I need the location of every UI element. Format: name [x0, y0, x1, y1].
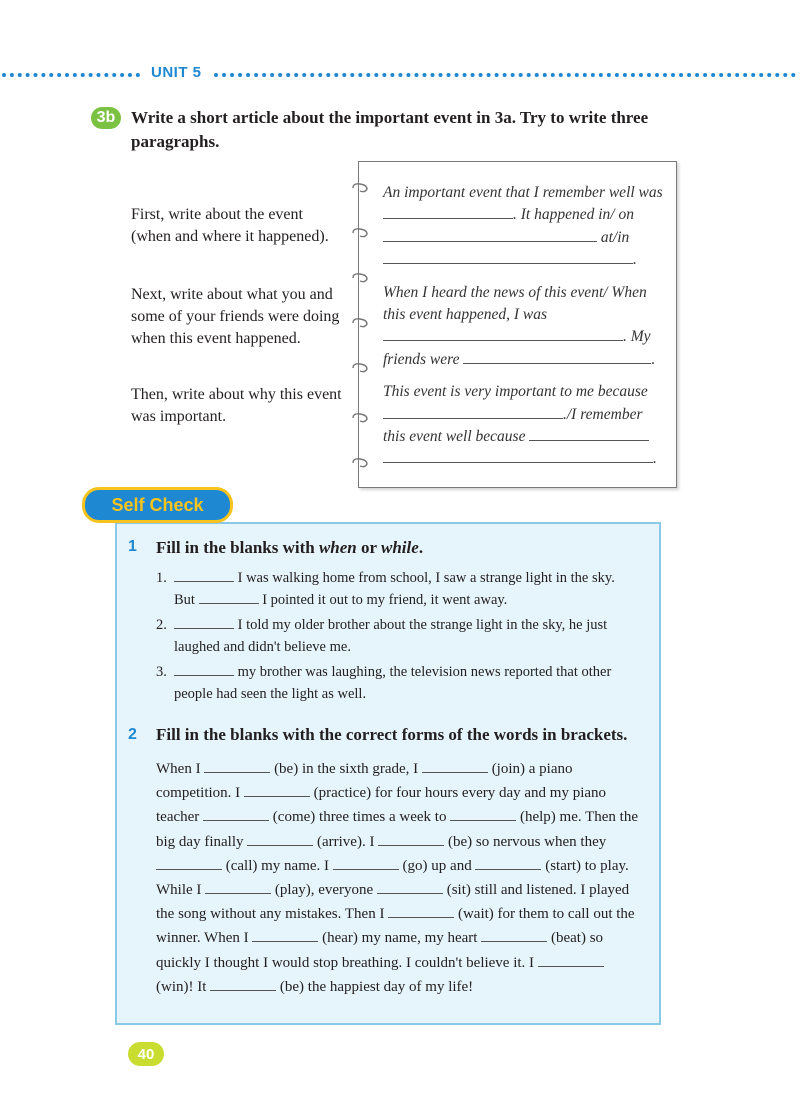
- paragraph-segment: (go) up and: [402, 857, 472, 874]
- task-badge-3b: 3b: [91, 107, 121, 129]
- spiral-ring-icon: [352, 227, 370, 239]
- unit-header: [0, 62, 800, 86]
- task-title-text: .: [418, 538, 424, 557]
- notepad-paragraph-1: An important event that I remember well was . It happened in/ on at/in .: [383, 184, 663, 269]
- paragraph-segment: (join) a piano competition. I: [156, 761, 573, 802]
- answer-blank[interactable]: [199, 589, 259, 604]
- notepad-paragraph-2: When I heard the news of this event/ When this event happened, I was . My friends were .: [383, 283, 656, 368]
- item-text: [174, 614, 634, 658]
- item-text-segment: I told my older brother about the strange light in the sky, he just laughed and didn't believe me.: [174, 617, 608, 655]
- answer-blank[interactable]: [463, 349, 651, 364]
- notepad-text: [383, 182, 668, 481]
- answer-blank[interactable]: [383, 204, 513, 219]
- paragraph-segment: (be) so nervous when they: [447, 833, 607, 850]
- answer-blank[interactable]: [203, 806, 269, 821]
- answer-blank[interactable]: [333, 855, 399, 870]
- spiral-ring-icon: [352, 272, 370, 284]
- spiral-ring-icon: [352, 317, 370, 329]
- notepad-text-segment: This event is very important to me because: [383, 383, 648, 401]
- dotted-rule-right: [214, 73, 796, 77]
- answer-blank[interactable]: [422, 758, 488, 773]
- paragraph-segment: (win)! It: [156, 978, 207, 995]
- answer-blank[interactable]: [174, 661, 234, 676]
- answer-blank[interactable]: [156, 855, 222, 870]
- task-2-title: Fill in the blanks with the correct forms of the words in brackets.: [156, 725, 628, 744]
- notepad-text-segment: . It happened in/ on: [513, 206, 634, 224]
- answer-blank[interactable]: [388, 903, 454, 918]
- paragraph-segment: (hear) my name, my heart: [322, 930, 478, 947]
- spiral-ring-icon: [352, 362, 370, 374]
- guide-step-then: Then, write about why this event was important.: [131, 386, 342, 425]
- task-number: 1: [128, 538, 137, 555]
- task-title-text: Fill in the blanks with: [156, 538, 319, 557]
- paragraph-segment: (be) the happiest day of my life!: [279, 978, 474, 995]
- answer-blank[interactable]: [210, 976, 276, 991]
- answer-blank[interactable]: [252, 927, 318, 942]
- item-text-segment: I was walking home from school, I saw a strange light in the sky.: [237, 570, 615, 586]
- item-number: 2.: [156, 617, 167, 633]
- guide-step-next: Next, write about what you and some of your friends were doing when this event happened.: [131, 286, 340, 347]
- paragraph-segment: (beat) so quickly I thought I would stop breathing. I couldn't believe it. I: [156, 930, 604, 971]
- paragraph-segment: (call) my name. I: [225, 857, 330, 874]
- item-text-segment: But: [174, 592, 195, 608]
- paragraph-segment: (come) three times a week to: [272, 809, 447, 826]
- item-number: 3.: [156, 664, 167, 680]
- self-check-badge: Self Check: [82, 487, 233, 523]
- task-title-text: or: [356, 538, 382, 557]
- answer-blank[interactable]: [247, 831, 313, 846]
- answer-blank[interactable]: [538, 952, 604, 967]
- keyword-while: while: [381, 538, 419, 557]
- answer-blank[interactable]: [174, 567, 234, 582]
- exercise-item: [156, 661, 646, 707]
- answer-blank[interactable]: [475, 855, 541, 870]
- notepad-text-segment: . My friends were: [383, 328, 651, 368]
- unit-label: UNIT 5: [151, 64, 202, 81]
- answer-blank[interactable]: [529, 426, 649, 441]
- spiral-ring-icon: [352, 457, 370, 469]
- paragraph-segment: (sit) still and listened. I played the song without any mistakes. Then I: [156, 882, 630, 923]
- paragraph-segment: (wait) for them to call out the winner. When I: [156, 906, 635, 947]
- writing-notepad: [358, 161, 677, 488]
- exercise-item: [156, 614, 646, 660]
- spiral-ring-icon: [352, 182, 370, 194]
- answer-blank[interactable]: [244, 782, 310, 797]
- answer-blank[interactable]: [383, 227, 597, 242]
- answer-blank[interactable]: [383, 404, 563, 419]
- paragraph-segment: (help) me. Then the big day finally: [156, 809, 638, 850]
- item-text-segment: I pointed it out to my friend, it went away.: [262, 592, 508, 608]
- notepad-text-segment: at/in: [600, 228, 630, 246]
- item-text: [174, 661, 634, 705]
- answer-blank[interactable]: [377, 879, 443, 894]
- answer-blank[interactable]: [383, 249, 633, 264]
- paragraph-segment: (practice) for four hours every day and my piano teacher: [156, 785, 607, 826]
- notepad-text-segment: When I heard the news of this event/ When this event happened, I was: [383, 283, 647, 324]
- answer-blank[interactable]: [204, 758, 270, 773]
- item-number: 1.: [156, 570, 167, 586]
- exercise-item: [156, 567, 646, 613]
- answer-blank[interactable]: [383, 448, 653, 463]
- paragraph-segment: (start) to play. While I: [156, 857, 629, 899]
- task-1-title: [156, 537, 636, 559]
- notepad-text-segment: An important event that I remember well was: [383, 184, 663, 201]
- task-3b-instruction: Write a short article about the important event in 3a. Try to write three paragraphs.: [131, 108, 649, 151]
- answer-blank[interactable]: [205, 879, 271, 894]
- paragraph-segment: (arrive). I: [316, 833, 375, 850]
- task-number: 2: [128, 726, 137, 743]
- answer-blank[interactable]: [174, 614, 234, 629]
- answer-blank[interactable]: [450, 806, 516, 821]
- answer-blank[interactable]: [383, 326, 623, 341]
- paragraph-segment: (be) in the sixth grade, I: [274, 761, 419, 777]
- spiral-ring-icon: [352, 412, 370, 424]
- answer-blank[interactable]: [481, 927, 547, 942]
- paragraph-segment: When I: [156, 761, 201, 777]
- answer-blank[interactable]: [378, 831, 444, 846]
- dotted-rule-left: [2, 73, 140, 77]
- task-2-paragraph: [156, 757, 644, 999]
- notepad-text-segment: ./I remember this event well because: [383, 405, 643, 446]
- page-number: 40: [128, 1042, 164, 1066]
- keyword-when: when: [318, 538, 357, 557]
- item-text-segment: my brother was laughing, the television news reported that other people had seen the light as well.: [174, 664, 612, 702]
- item-text: [174, 567, 634, 611]
- notepad-paragraph-3: This event is very important to me because ./I remember this event well because .: [383, 383, 657, 468]
- paragraph-segment: (play), everyone: [274, 882, 374, 899]
- guide-step-first: First, write about the event (when and where it happened).: [131, 206, 329, 245]
